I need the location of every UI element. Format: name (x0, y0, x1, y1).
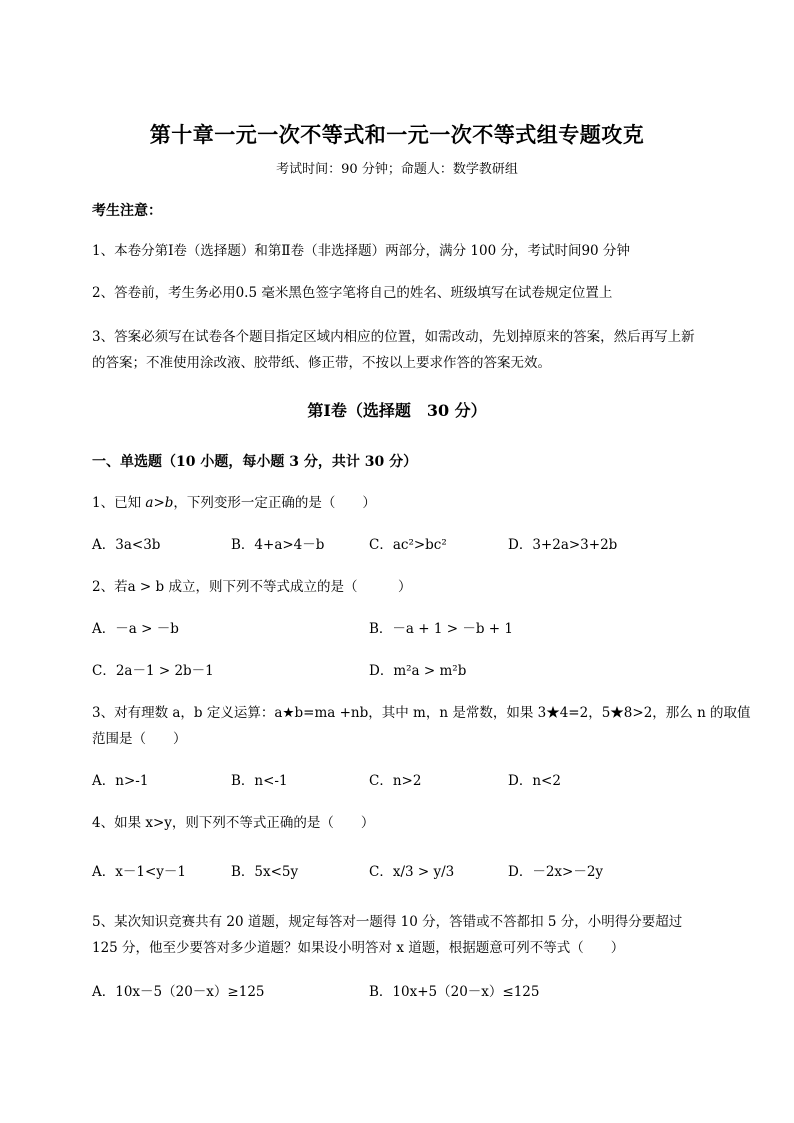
option-a: A．3a<3b (92, 537, 161, 553)
option-d: D．m²a > m²b (369, 663, 467, 679)
exam-info: 考试时间：90 分钟；命题人：数学教研组 (276, 162, 518, 177)
question-2-stem: 2、若a > b 成立，则下列不等式成立的是（ ） (92, 579, 412, 595)
question-1-math: a>b (145, 495, 174, 511)
note-item: 2、答卷前，考生务必用0.5 毫米黑色签字笔将自己的姓名、班级填写在试卷规定位置上 (92, 285, 613, 301)
part-heading: 一、单选题（10 小题，每小题 3 分，共计 30 分） (92, 454, 418, 470)
option-a: A．－a > －b (92, 621, 179, 637)
option-b: B．－a + 1 > －b + 1 (369, 621, 513, 637)
question-3-stem-line2: 范围是（ ） (92, 731, 187, 747)
note-item: 3、答案必须写在试卷各个题目指定区域内相应的位置，如需改动，先划掉原来的答案，然后再写上新的答案；不准使用涂改液、胶带纸、修正带，不按以上要求作答的答案无效。 (92, 329, 695, 371)
option-a: A．n>-1 (92, 773, 149, 789)
question-5-stem-line2: 125 分，他至少要答对多少道题？如果设小明答对 x 道题，根据题意可列不等式（ ） (92, 940, 625, 956)
option-b: B．10x+5（20－x）≤125 (369, 984, 540, 1000)
option-b: B．n<-1 (231, 773, 288, 789)
option-d: D．－2x>－2y (508, 864, 604, 880)
option-d: D．n<2 (508, 773, 561, 789)
option-b: B．4+a>4－b (231, 537, 325, 553)
question-1-prefix: 1、已知 (92, 495, 146, 511)
question-1-suffix: ，下列变形一定正确的是（ ） (173, 495, 376, 511)
question-4-stem: 4、如果 x>y，则下列不等式正确的是（ ） (92, 815, 375, 831)
notes-heading: 考生注意： (92, 203, 162, 219)
option-c: C．n>2 (369, 773, 422, 789)
option-a: A．x－1<y－1 (92, 864, 186, 880)
question-5-stem-line1: 5、某次知识竞赛共有 20 道题，规定每答对一题得 10 分，答错或不答都扣 5 分，小明得分要超过 (92, 914, 683, 930)
option-c: C．x/3 > y/3 (369, 864, 455, 880)
note-item: 1、本卷分第Ⅰ卷（选择题）和第Ⅱ卷（非选择题）两部分，满分 100 分，考试时间90 分钟 (92, 243, 630, 259)
section-title: 第Ⅰ卷（选择题 30 分） (307, 401, 487, 420)
option-c: C．ac²>bc² (369, 537, 447, 553)
option-a: A．10x－5（20－x）≥125 (92, 984, 265, 1000)
option-b: B．5x<5y (231, 864, 299, 880)
question-3-stem-line1: 3、对有理数 a，b 定义运算：a★b=ma +nb，其中 m，n 是常数，如果 3★4=2，5★8>2，那么 n 的取值 (92, 705, 751, 721)
page-title: 第十章一元一次不等式和一元一次不等式组专题攻克 (149, 122, 645, 147)
question-1-stem (92, 493, 376, 513)
option-c: C．2a－1 > 2b－1 (92, 663, 214, 679)
option-d: D．3+2a>3+2b (508, 537, 618, 553)
